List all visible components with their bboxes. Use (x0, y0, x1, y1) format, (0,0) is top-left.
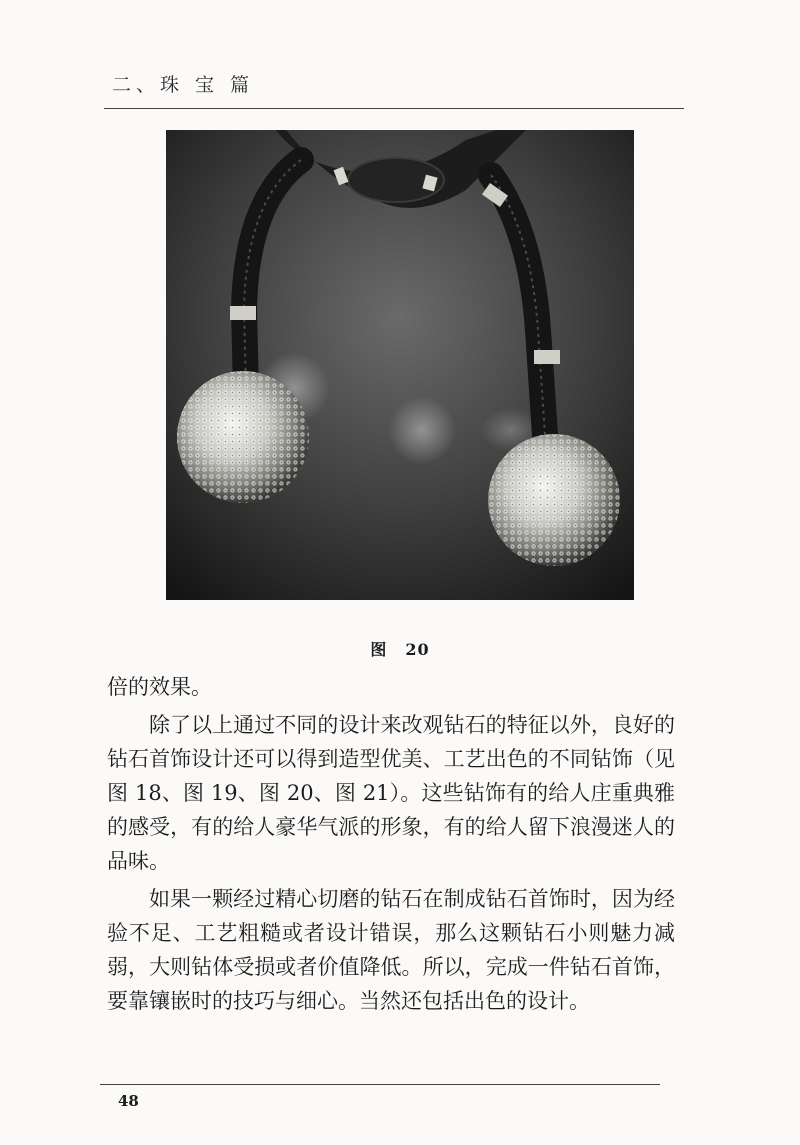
figure-label: 图 (370, 640, 388, 659)
footer-divider (100, 1084, 660, 1085)
page-number: 48 (118, 1092, 139, 1110)
paragraph: 如果一颗经过精心切磨的钻石在制成钻石首饰时，因为经验不足、工艺粗糙或者设计错误，那么这颗钻石小则魅力减弱，大则钻体受损或者价值降低。所以，完成一件钻石首饰，要靠镶嵌时的技巧与细心。当然还包括出色的设计。 (107, 887, 675, 1013)
paragraph: 除了以上通过不同的设计来改观钻石的特征以外，良好的钻石首饰设计还可以得到造型优美、工艺出色的不同钻饰（见图 18、图 19、图 20、图 21）。这些钻饰有的给人庄重典雅的感受，有的给人豪华气派的形象，有的给人留下浪漫迷人的品味。 (107, 713, 675, 873)
header-divider (104, 108, 684, 109)
bokeh-shape (388, 396, 456, 464)
right-diamond-ball (488, 434, 620, 566)
figure-photo (166, 130, 634, 600)
left-diamond-ball (177, 371, 309, 503)
body-text (107, 670, 675, 1018)
figure-caption (0, 637, 800, 660)
figure-number: 20 (405, 640, 430, 659)
paragraph: 倍的效果。 (107, 675, 212, 699)
running-header: 二、珠 宝 篇 (112, 74, 255, 96)
